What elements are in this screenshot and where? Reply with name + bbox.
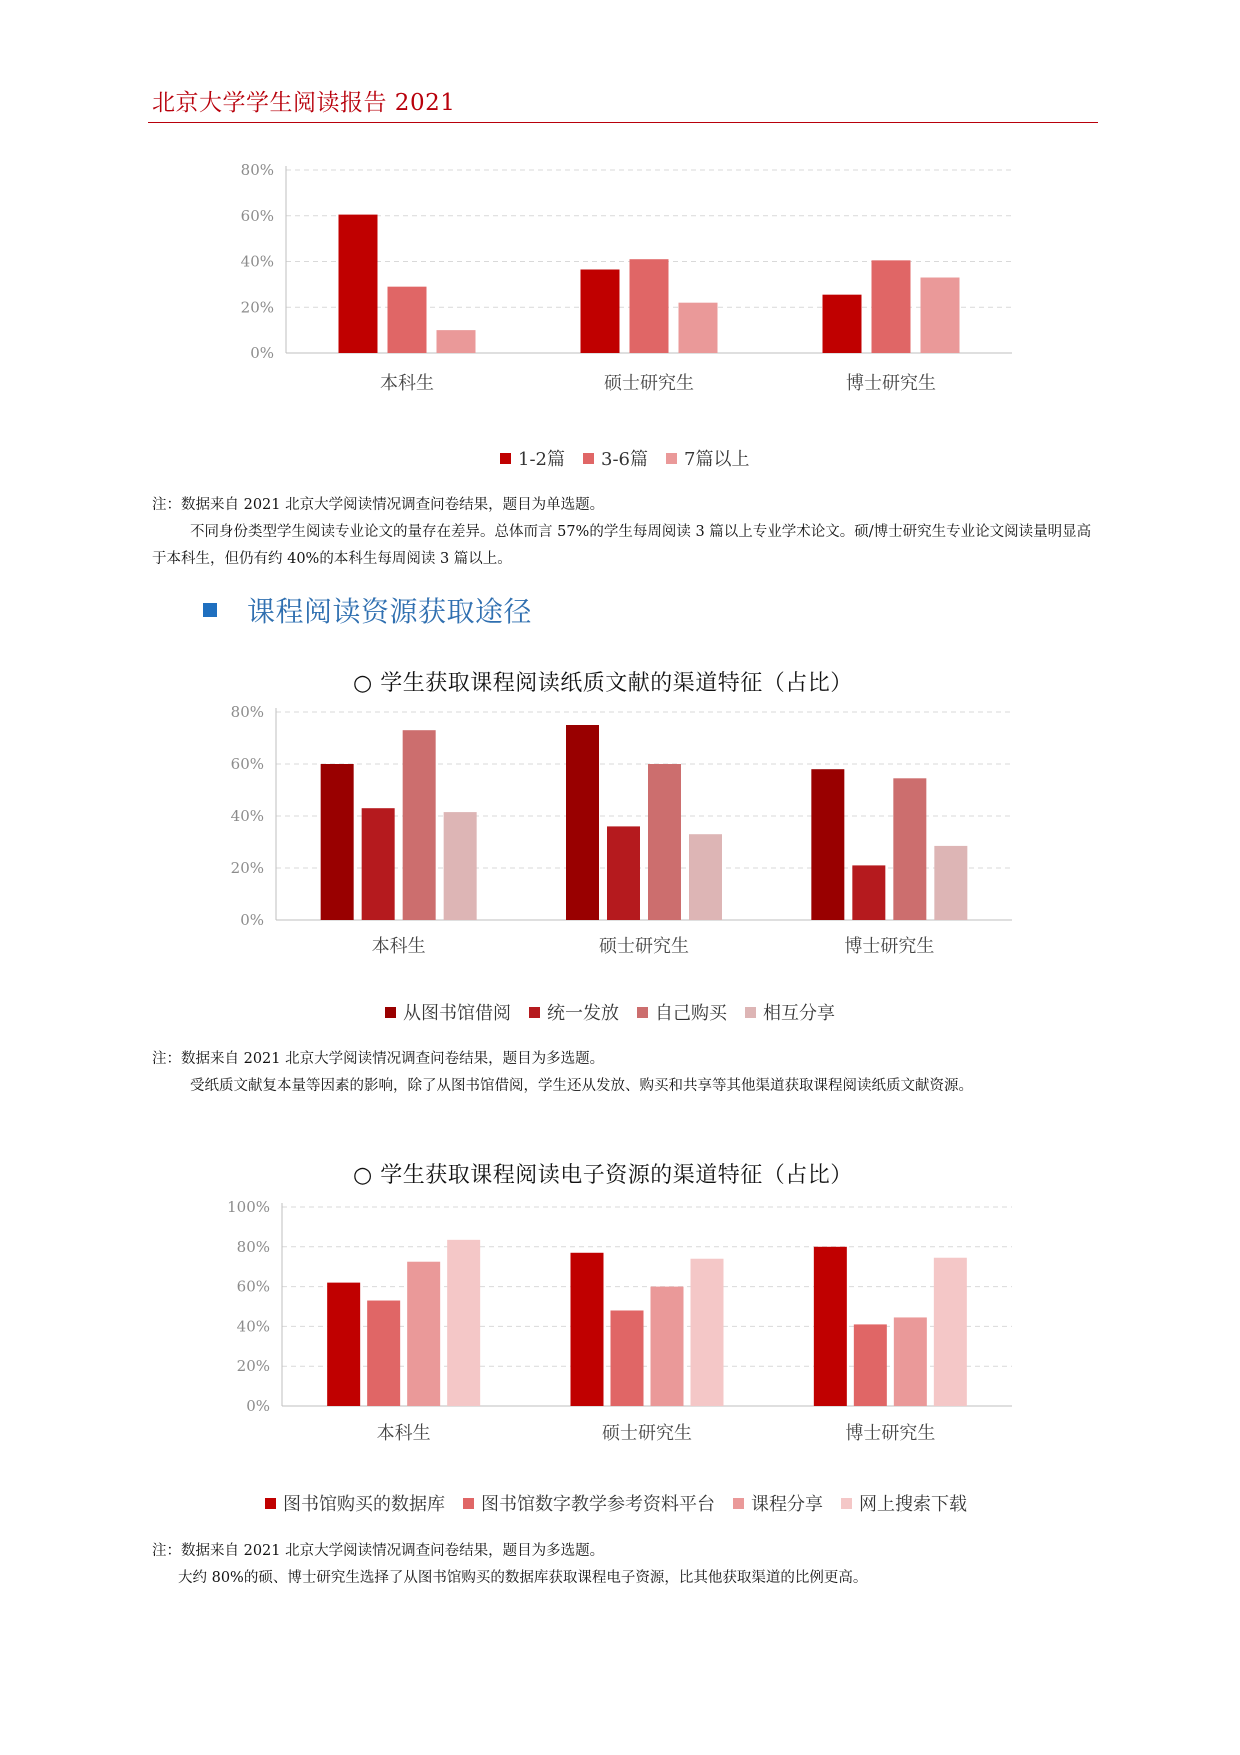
bar: [893, 778, 926, 920]
section-heading: 课程阅读资源获取途径: [247, 595, 533, 628]
chart-svg: [200, 700, 1040, 1010]
y-tick-label: 40%: [230, 807, 264, 825]
x-category-label: 硕士研究生: [599, 936, 689, 957]
legend-label: 图书馆数字教学参考资料平台: [481, 1494, 715, 1515]
chart-title: ○ 学生获取课程阅读电子资源的渠道特征（占比）: [353, 1163, 853, 1188]
y-tick-label: 0%: [240, 911, 264, 929]
bar: [894, 1317, 927, 1406]
bar: [367, 1301, 400, 1406]
x-category-label: 本科生: [376, 1423, 431, 1444]
legend-label: 3-6篇: [601, 449, 648, 470]
note-source: 注：数据来自 2021 北京大学阅读情况调查问卷结果，题目为多选题。: [152, 1051, 605, 1067]
bar: [327, 1283, 360, 1406]
legend-label: 图书馆购买的数据库: [283, 1494, 445, 1515]
bar: [630, 259, 669, 353]
bar: [934, 846, 967, 920]
legend-label: 从图书馆借阅: [403, 1003, 511, 1024]
legend-item: [745, 999, 835, 1025]
note-block-3: [152, 1538, 1092, 1592]
bar: [872, 260, 911, 353]
note-body: 不同身份类型学生阅读专业论文的量存在差异。总体而言 57%的学生每周阅读 3 篇以上专业学术论文。硕/博士研究生专业论文阅读量明显高于本科生，但仍有约 40%的本科生每周阅读 3 篇以上。: [152, 524, 1092, 567]
report-header-title: 北京大学学生阅读报告 2021: [152, 90, 456, 116]
x-category-label: 博士研究生: [844, 936, 935, 957]
y-tick-label: 0%: [250, 344, 274, 362]
y-tick-label: 20%: [236, 1357, 270, 1376]
legend-swatch: [583, 453, 594, 464]
note-source: 注：数据来自 2021 北京大学阅读情况调查问卷结果，题目为单选题。: [152, 497, 605, 513]
chart-title: ○ 学生获取课程阅读纸质文献的渠道特征（占比）: [353, 671, 853, 696]
y-tick-label: 100%: [227, 1198, 270, 1216]
y-tick-label: 60%: [240, 206, 274, 225]
bar: [437, 330, 476, 353]
legend-item: [265, 1490, 445, 1516]
bar: [854, 1324, 887, 1406]
legend-item: [385, 999, 511, 1025]
bar: [607, 826, 640, 920]
y-tick-label: 80%: [236, 1237, 270, 1256]
legend-item: [666, 445, 749, 471]
legend-swatch: [841, 1498, 852, 1509]
bar: [814, 1247, 847, 1406]
legend-swatch: [637, 1007, 648, 1018]
bar: [407, 1262, 440, 1406]
bar: [571, 1253, 604, 1406]
legend-item: [463, 1490, 715, 1516]
legend-label: 自己购买: [655, 1003, 727, 1024]
chart-paper-reading-volume: [200, 150, 1040, 450]
x-category-label: 本科生: [380, 373, 434, 394]
legend-item: [583, 445, 648, 471]
chart-legend: [385, 999, 853, 1025]
legend-swatch: [666, 453, 677, 464]
bar: [679, 303, 718, 353]
legend-swatch: [529, 1007, 540, 1018]
bar: [648, 764, 681, 920]
bar: [852, 865, 885, 920]
bar: [689, 834, 722, 920]
y-tick-label: 40%: [236, 1317, 270, 1336]
legend-item: [841, 1490, 967, 1516]
y-tick-label: 20%: [240, 298, 274, 317]
y-tick-label: 20%: [230, 859, 264, 877]
legend-label: 课程分享: [751, 1494, 823, 1515]
bar: [447, 1240, 480, 1406]
chart-legend: [265, 1490, 985, 1516]
bar: [444, 812, 477, 920]
chart-legend: [500, 445, 767, 471]
y-tick-label: 80%: [230, 703, 264, 721]
header-divider: [148, 122, 1098, 123]
bar: [611, 1310, 644, 1406]
bar: [691, 1259, 724, 1406]
note-body: 大约 80%的硕、博士研究生选择了从图书馆购买的数据库获取课程电子资源，比其他获取渠道的比例更高。: [178, 1570, 868, 1586]
bar: [823, 295, 862, 353]
legend-item: [500, 445, 565, 471]
chart-paper-resource-channels: [200, 700, 1040, 1010]
legend-swatch: [745, 1007, 756, 1018]
chart-svg: [200, 150, 1040, 450]
x-category-label: 博士研究生: [846, 373, 936, 394]
bar: [403, 730, 436, 920]
bar: [566, 725, 599, 920]
legend-item: [637, 999, 727, 1025]
legend-swatch: [385, 1007, 396, 1018]
y-tick-label: 40%: [240, 252, 274, 271]
note-block-1: [152, 492, 1092, 573]
note-body: 受纸质文献复本量等因素的影响，除了从图书馆借阅，学生还从发放、购买和共享等其他渠道获取课程阅读纸质文献资源。: [190, 1078, 973, 1094]
legend-label: 网上搜索下载: [859, 1494, 967, 1515]
bar: [811, 769, 844, 920]
chart-electronic-resource-channels: [200, 1195, 1040, 1485]
y-tick-label: 60%: [236, 1277, 270, 1296]
section-bullet-icon: [203, 603, 217, 617]
bar: [934, 1258, 967, 1406]
legend-label: 统一发放: [547, 1003, 619, 1024]
y-tick-label: 60%: [230, 755, 264, 773]
bar: [921, 278, 960, 353]
legend-label: 7篇以上: [684, 449, 750, 470]
bar: [321, 764, 354, 920]
x-category-label: 博士研究生: [845, 1423, 936, 1444]
y-tick-label: 80%: [240, 161, 274, 179]
note-block-2: [152, 1046, 1092, 1100]
legend-item: [529, 999, 619, 1025]
legend-swatch: [733, 1498, 744, 1509]
bar: [581, 270, 620, 353]
bar: [362, 808, 395, 920]
legend-swatch: [463, 1498, 474, 1509]
y-tick-label: 0%: [246, 1397, 270, 1415]
x-category-label: 硕士研究生: [602, 1423, 692, 1444]
x-category-label: 硕士研究生: [604, 373, 694, 394]
note-source: 注：数据来自 2021 北京大学阅读情况调查问卷结果，题目为多选题。: [152, 1543, 605, 1559]
bar: [339, 215, 378, 353]
bar: [651, 1287, 684, 1406]
legend-label: 相互分享: [763, 1003, 835, 1024]
legend-item: [733, 1490, 823, 1516]
bar: [388, 287, 427, 353]
legend-label: 1-2篇: [518, 449, 565, 470]
chart-svg: [200, 1195, 1040, 1485]
x-category-label: 本科生: [371, 936, 426, 957]
legend-swatch: [265, 1498, 276, 1509]
legend-swatch: [500, 453, 511, 464]
